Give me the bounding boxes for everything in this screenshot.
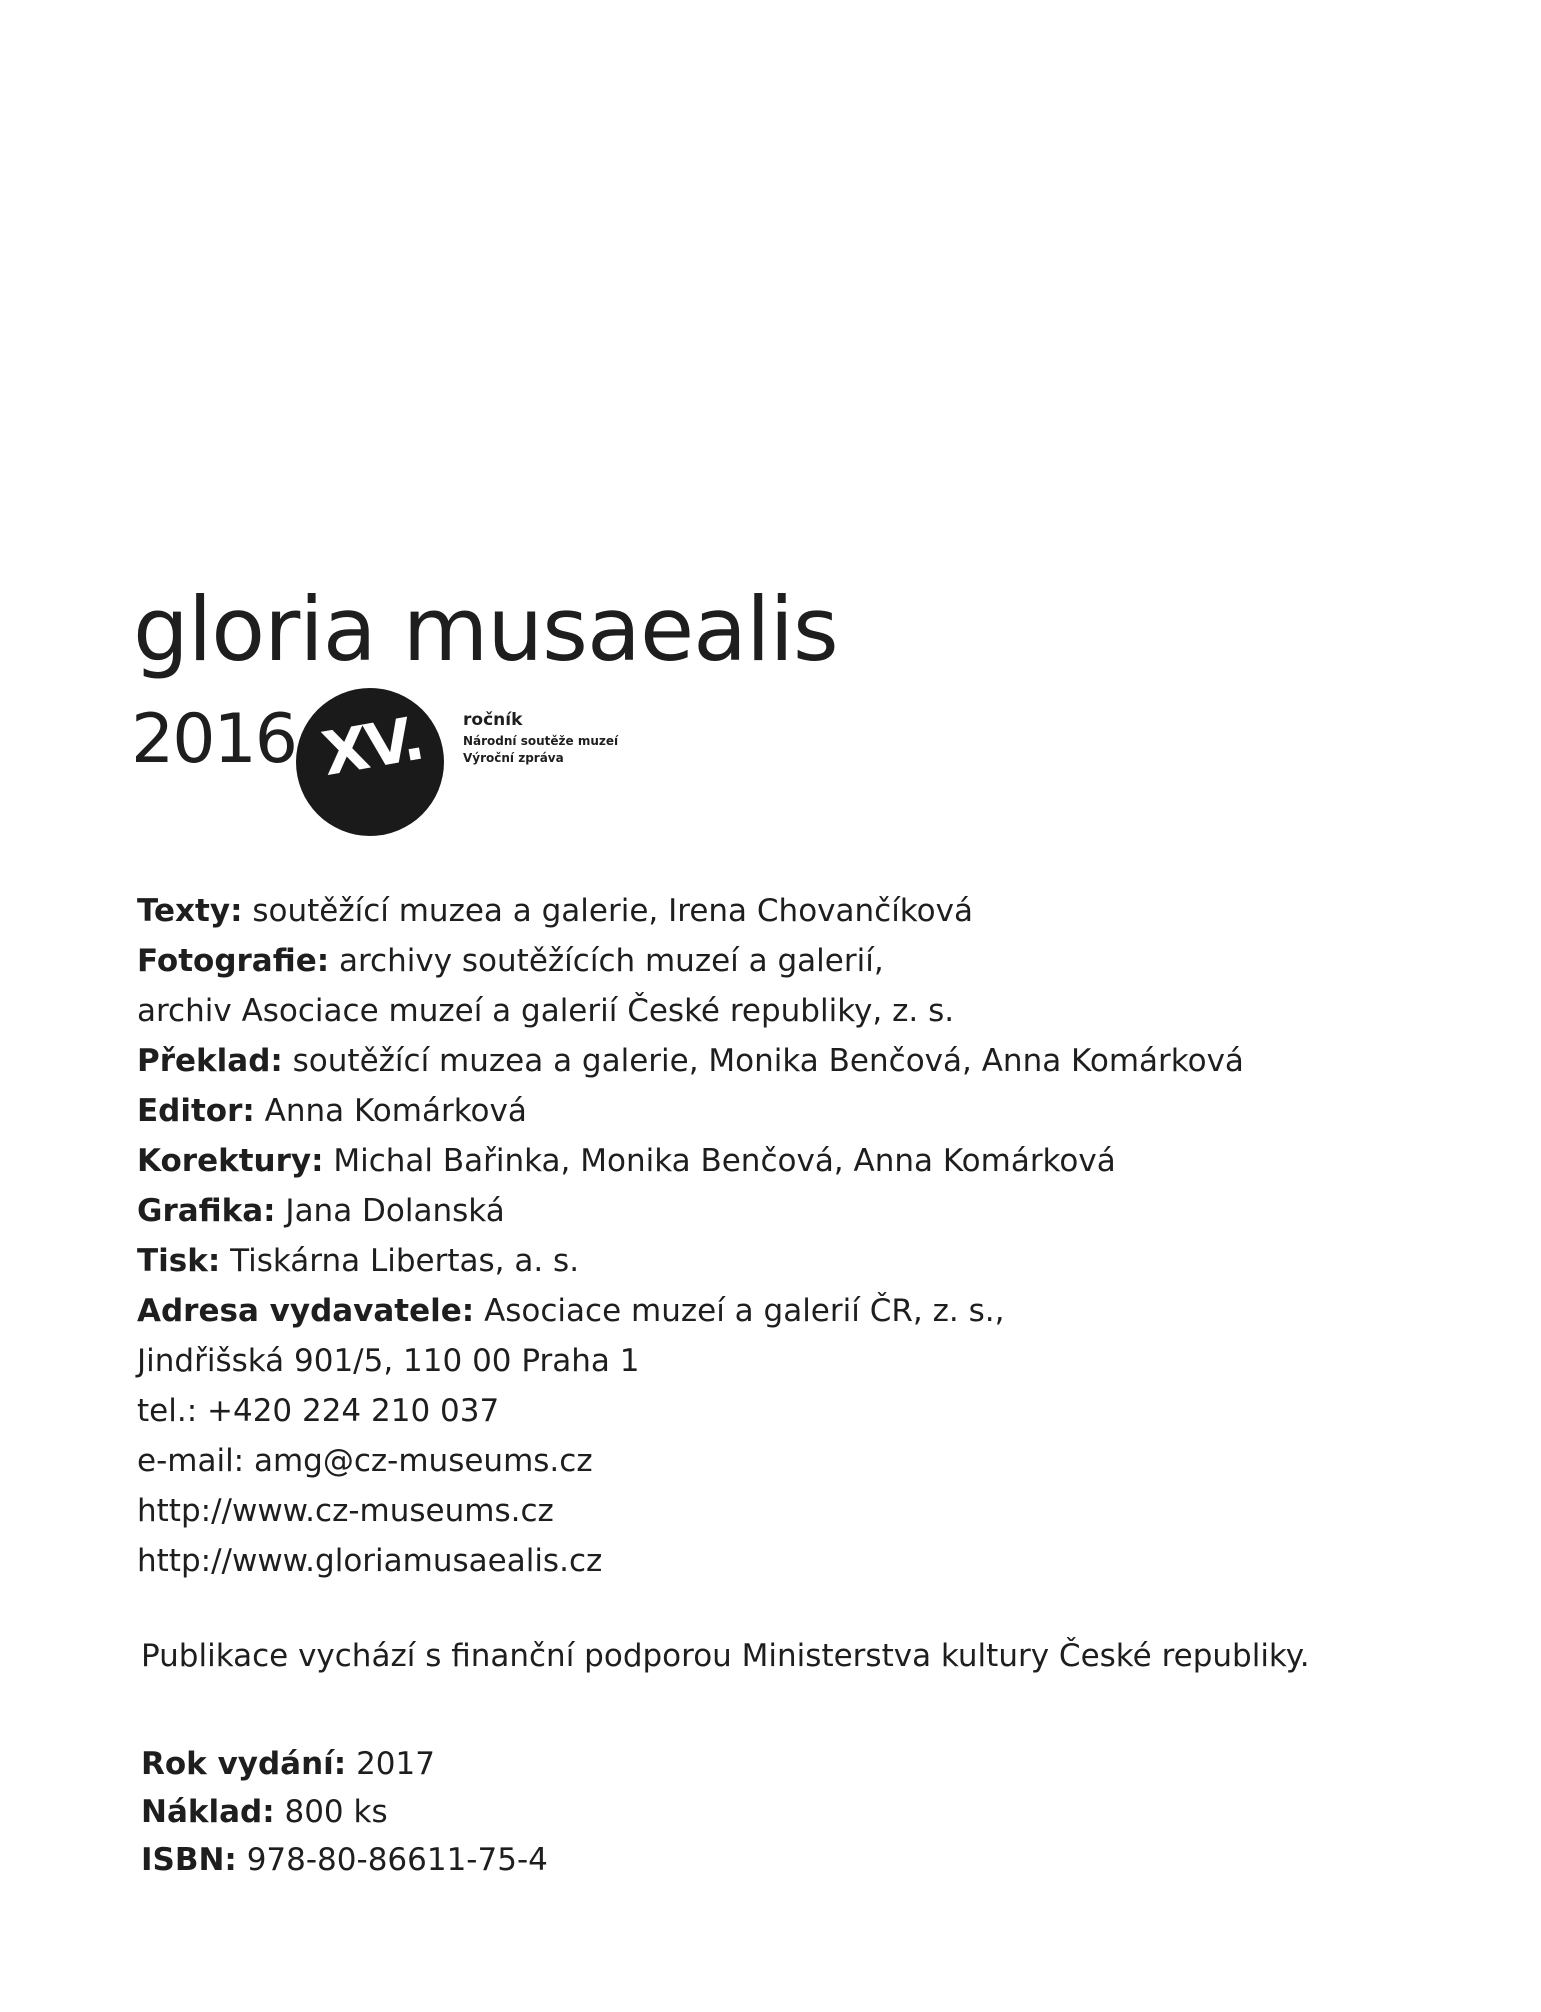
- credit-value: Asociace muzeí a galerií ČR, z. s.,: [484, 1293, 1005, 1329]
- credit-label: Překlad:: [137, 1043, 283, 1079]
- credit-line: [137, 1136, 1244, 1186]
- address-line: [137, 1386, 1244, 1436]
- credit-value: Tiskárna Libertas, a. s.: [230, 1243, 580, 1279]
- credit-line: [137, 1286, 1244, 1336]
- address-website-amg: http://www.cz-museums.cz: [137, 1493, 554, 1529]
- address-phone: tel.: +420 224 210 037: [137, 1393, 500, 1429]
- publication-info: [141, 1740, 548, 1884]
- credit-line: [137, 1236, 1244, 1286]
- credit-line: [137, 1036, 1244, 1086]
- credit-label: Editor:: [137, 1093, 255, 1129]
- credit-value: Anna Komárková: [264, 1093, 527, 1129]
- edition-badge: [296, 688, 444, 836]
- publication-info-label: Náklad:: [141, 1794, 275, 1830]
- credit-value: archivy soutěžících muzeí a galerií,: [339, 943, 884, 979]
- credit-line: [137, 936, 1244, 986]
- credit-value: soutěžící muzea a galerie, Irena Chovančíková: [252, 893, 973, 929]
- publication-info-line: [141, 1740, 548, 1788]
- publication-info-label: ISBN:: [141, 1842, 237, 1878]
- credit-value: Michal Bařinka, Monika Benčová, Anna Komárková: [333, 1143, 1116, 1179]
- publication-info-label: Rok vydání:: [141, 1746, 347, 1782]
- address-email: e-mail: amg@cz-museums.cz: [137, 1443, 593, 1479]
- report-type: Výroční zpráva: [463, 751, 564, 766]
- credit-line: [137, 1186, 1244, 1236]
- publication-year: 2016: [131, 700, 297, 779]
- credit-label: Grafika:: [137, 1193, 276, 1229]
- address-line: [137, 1436, 1244, 1486]
- credits-list: [137, 886, 1244, 1586]
- support-note: Publikace vychází s finanční podporou Ministerstva kultury České republiky.: [141, 1638, 1310, 1674]
- credit-value: Jana Dolanská: [285, 1193, 505, 1229]
- credit-value: archiv Asociace muzeí a galerií České republiky, z. s.: [137, 993, 955, 1029]
- credit-line: [137, 986, 1244, 1036]
- address-line: [137, 1486, 1244, 1536]
- address-line: [137, 1536, 1244, 1586]
- edition-label: ročník: [463, 710, 523, 730]
- address-website-gloria: http://www.gloriamusaealis.cz: [137, 1543, 603, 1579]
- publication-info-value: 2017: [356, 1746, 435, 1782]
- address-street: Jindřišská 901/5, 110 00 Praha 1: [137, 1343, 640, 1379]
- subtitle-block: [463, 708, 618, 767]
- publication-info-line: [141, 1788, 548, 1836]
- publication-info-value: 800 ks: [284, 1794, 388, 1830]
- credit-line: [137, 1086, 1244, 1136]
- credit-label: Adresa vydavatele:: [137, 1293, 475, 1329]
- credit-label: Tisk:: [137, 1243, 221, 1279]
- credit-value: soutěžící muzea a galerie, Monika Benčová, Anna Komárková: [292, 1043, 1244, 1079]
- publication-info-line: [141, 1836, 548, 1884]
- credit-line: [137, 886, 1244, 936]
- credit-label: Texty:: [137, 893, 243, 929]
- credit-label: Fotografie:: [137, 943, 330, 979]
- publication-info-value: 978-80-86611-75-4: [246, 1842, 548, 1878]
- credit-label: Korektury:: [137, 1143, 324, 1179]
- address-line: [137, 1336, 1244, 1386]
- competition-name: Národní soutěže muzeí: [463, 733, 619, 748]
- publication-title: gloria musaealis: [133, 578, 838, 681]
- edition-badge-number: XV.: [317, 703, 427, 791]
